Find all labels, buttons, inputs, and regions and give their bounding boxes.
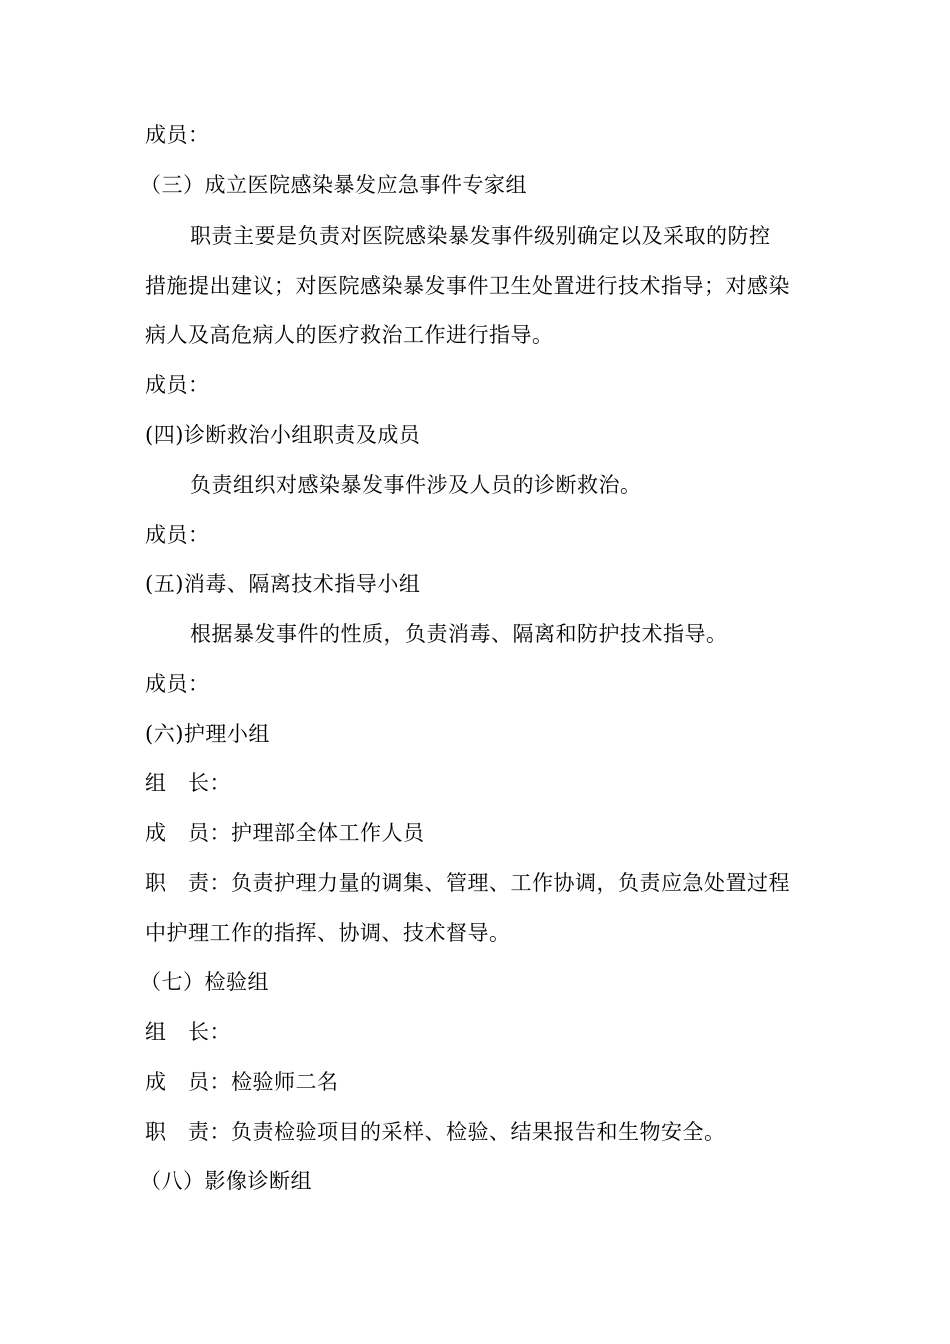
paragraph-line: 措施提出建议；对医院感染暴发事件卫生处置进行技术指导；对感染 [145, 274, 790, 298]
section-heading-6: (六)护理小组 [145, 722, 270, 746]
duties-line: 职 责：负责护理力量的调集、管理、工作协调，负责应急处置过程 [145, 871, 790, 895]
members-line: 成 员：检验师二名 [145, 1070, 339, 1094]
section-heading-4: (四)诊断救治小组职责及成员 [145, 423, 421, 447]
section-heading-3: （三）成立医院感染暴发应急事件专家组 [140, 173, 527, 197]
paragraph-line: 根据暴发事件的性质，负责消毒、隔离和防护技术指导。 [190, 622, 728, 646]
section-heading-8: （八）影像诊断组 [140, 1169, 312, 1193]
section-heading-5: (五)消毒、隔离技术指导小组 [145, 572, 421, 596]
members-label-1: 成员： [145, 123, 210, 147]
members-line: 成 员：护理部全体工作人员 [145, 821, 425, 845]
paragraph-line: 职责主要是负责对医院感染暴发事件级别确定以及采取的防控 [190, 224, 771, 248]
members-label-4: 成员： [145, 672, 210, 696]
duties-line: 职 责：负责检验项目的采样、检验、结果报告和生物安全。 [145, 1120, 726, 1144]
leader-label: 组 长： [145, 1020, 231, 1044]
members-label-3: 成员： [145, 523, 210, 547]
members-label-2: 成员： [145, 373, 210, 397]
paragraph-line: 中护理工作的指挥、协调、技术督导。 [145, 921, 511, 945]
paragraph-line: 病人及高危病人的医疗救治工作进行指导。 [145, 323, 554, 347]
paragraph-line: 负责组织对感染暴发事件涉及人员的诊断救治。 [190, 473, 642, 497]
leader-label: 组 长： [145, 771, 231, 795]
section-heading-7: （七）检验组 [140, 970, 269, 994]
